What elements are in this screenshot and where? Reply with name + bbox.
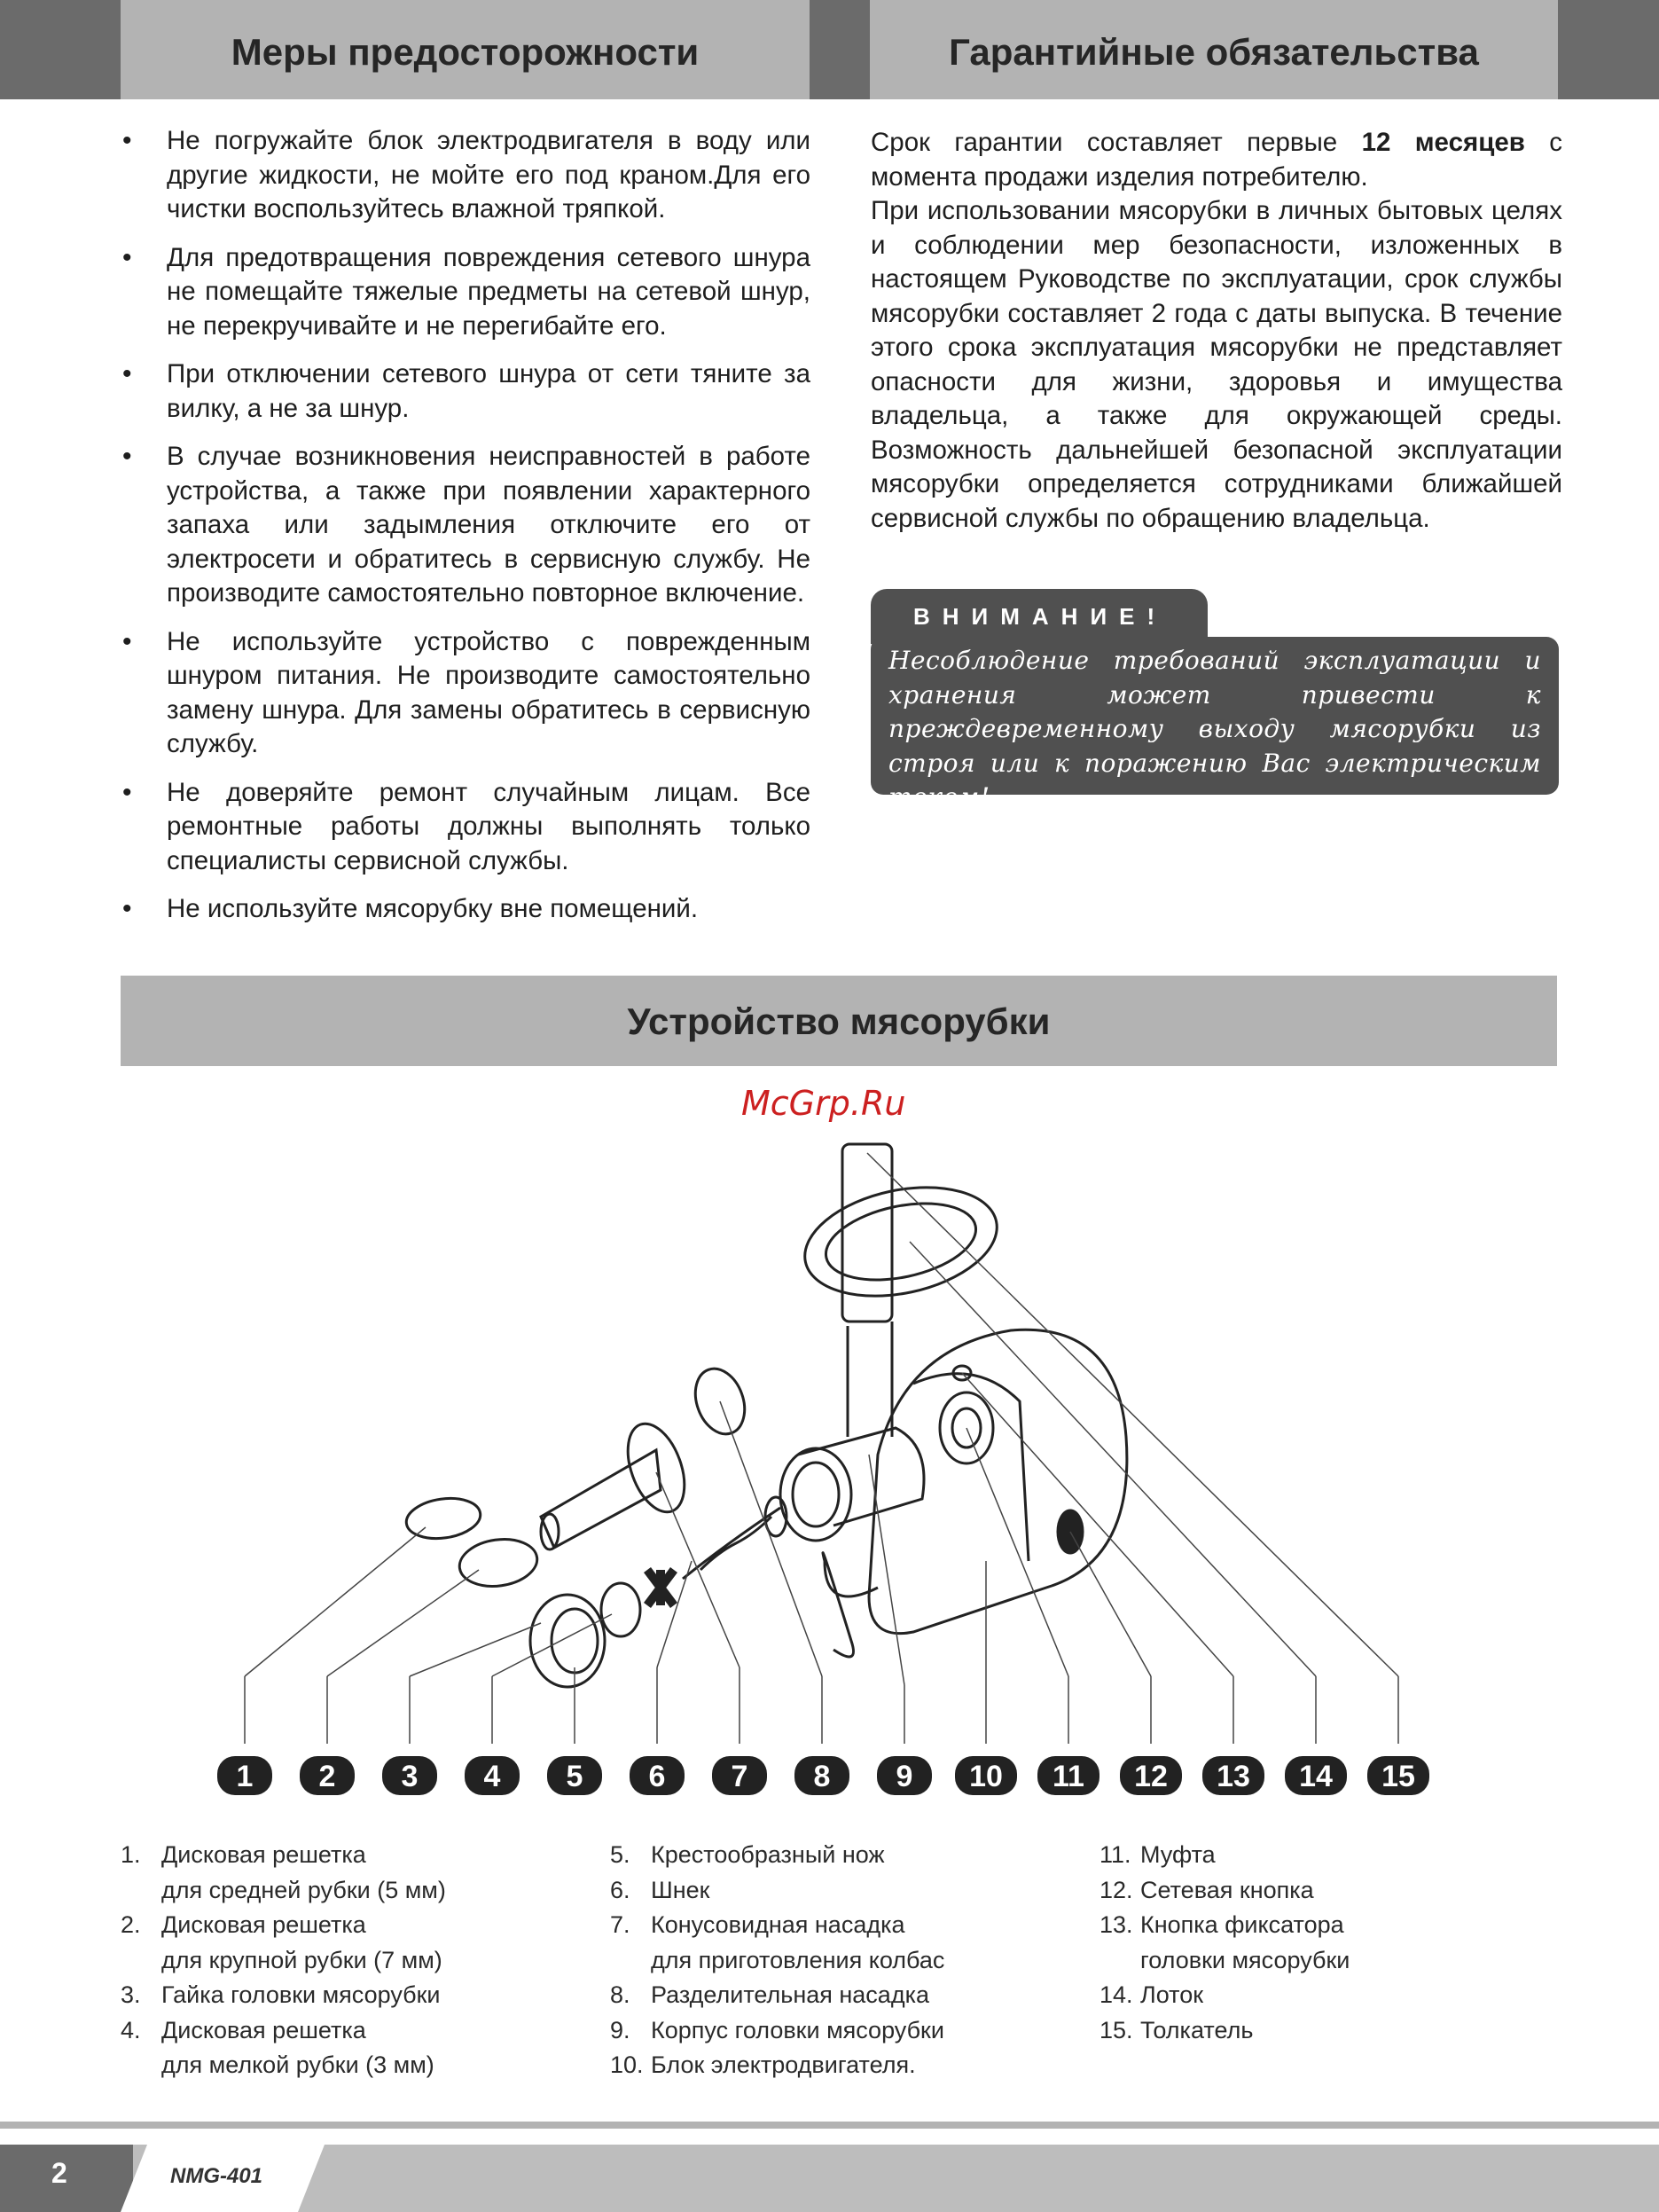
legend-item: 15. Толкатель bbox=[1099, 2016, 1254, 2043]
header-middle-dark-band bbox=[810, 0, 870, 99]
ring-nut-part bbox=[530, 1595, 605, 1687]
precautions-title: Меры предосторожности bbox=[231, 31, 700, 73]
legend-item: 14. Лоток bbox=[1099, 1981, 1204, 2008]
warranty-period: 12 месяцев bbox=[1361, 128, 1525, 157]
precaution-item: • Не используйте устройство с поврежденным шнуром питания. Не производите самостоятельно замену шнура. Для замены обратитесь в сервисную службу. bbox=[122, 625, 810, 762]
notice-text: Несоблюдение требований эксплуатации и хранения может привести к преждевременному выходу мясорубки из строя или к поражению Вас электрическим током! bbox=[888, 646, 1541, 812]
head-housing-part bbox=[848, 1322, 892, 1437]
callout-label-3: 3 bbox=[401, 1760, 419, 1793]
legend-column-3 bbox=[1099, 1838, 1543, 2048]
callout-label-10: 10 bbox=[969, 1760, 1003, 1793]
precaution-item: • Не погружайте блок электродвигателя в воду или другие жидкости, не мойте его под краном.Для его чистки воспользуйтесь влажной тряпкой. bbox=[122, 124, 810, 227]
legend-item: 7. Конусовидная насадка для приготовления колбас bbox=[610, 1911, 945, 1973]
precaution-item: • В случае возникновения неисправностей в работе устройства, а также при появлении характерного запаха или задымления отключите его от электросети и обратитесь в сервисную службу. Не производите самостоятельно повторное включение. bbox=[122, 440, 810, 611]
warranty-title: Гарантийные обязательства bbox=[949, 31, 1479, 73]
header-left-dark-band bbox=[0, 0, 121, 99]
legend-item: 13. Кнопка фиксатора головки мясорубки bbox=[1099, 1911, 1350, 1973]
legend-item: 1. Дисковая решетка для средней рубки (5 мм) bbox=[121, 1841, 446, 1903]
precaution-item: • При отключении сетевого шнура от сети тяните за вилку, а не за шнур. bbox=[122, 357, 810, 426]
legend-column-1 bbox=[121, 1838, 582, 2083]
plate-3mm-part bbox=[601, 1583, 640, 1636]
legend-item: 11. Муфта bbox=[1099, 1841, 1216, 1868]
tray-part bbox=[794, 1171, 1006, 1312]
callout-label-4: 4 bbox=[483, 1760, 501, 1793]
plate-7mm-part bbox=[457, 1534, 540, 1591]
footer-divider bbox=[0, 2122, 1659, 2129]
knife-part bbox=[647, 1570, 674, 1605]
legend-item: 4. Дисковая решетка для мелкой рубки (3 мм) bbox=[121, 2016, 434, 2078]
callout-label-2: 2 bbox=[318, 1760, 336, 1793]
legend-item: 9. Корпус головки мясорубки bbox=[610, 2016, 944, 2043]
header-right-dark-band bbox=[1558, 0, 1659, 99]
legend-item: 8. Разделительная насадка bbox=[610, 1981, 929, 2008]
legend-item: 6. Шнек bbox=[610, 1876, 710, 1903]
callout-label-7: 7 bbox=[731, 1760, 748, 1793]
precaution-item: • Для предотвращения повреждения сетевого шнура не помещайте тяжелые предметы на сетевой шнур, не перекручивайте и не перегибайте его. bbox=[122, 241, 810, 344]
model-name: NMG-401 bbox=[170, 2164, 263, 2188]
callout-label-14: 14 bbox=[1299, 1760, 1333, 1793]
callout-label-8: 8 bbox=[813, 1760, 831, 1793]
callout-label-11: 11 bbox=[1053, 1760, 1084, 1793]
legend-item: 2. Дисковая решетка для крупной рубки (7 мм) bbox=[121, 1911, 442, 1973]
motor-block-part bbox=[869, 1330, 1127, 1633]
callout-label-5: 5 bbox=[566, 1760, 583, 1793]
precaution-item: • Не доверяйте ремонт случайным лицам. Все ремонтные работы должны выполнять только специалисты сервисной службы. bbox=[122, 776, 810, 879]
legend-item: 12. Сетевая кнопка bbox=[1099, 1876, 1314, 1903]
page-number: 2 bbox=[51, 2157, 67, 2189]
watermark: McGrp.Ru bbox=[741, 1084, 906, 1123]
notice-title: ВНИМАНИЕ! bbox=[913, 603, 1168, 630]
legend-item: 3. Гайка головки мясорубки bbox=[121, 1981, 441, 2008]
warranty-intro: Срок гарантии составляет первые 12 месяцев с момента продажи изделия потребителю. bbox=[871, 128, 1562, 192]
precautions-list bbox=[122, 124, 810, 941]
precaution-item: • Не используйте мясорубку вне помещений. bbox=[122, 892, 810, 927]
callout-label-15: 15 bbox=[1381, 1760, 1415, 1793]
meat-grinder-diagram bbox=[0, 1082, 1659, 1827]
legend-item: 10. Блок электродвигателя. bbox=[610, 2051, 916, 2078]
callout-label-1: 1 bbox=[236, 1760, 254, 1793]
warranty-body: При использовании мясорубки в личных бытовых целях и соблюдении мер безопасности, изложенных в настоящем Руководстве по эксплуатации, срок службы мясорубки составляет 2 года с даты выпуска. В течение этого срока эксплуатация мясорубки не представляет опасности для жизни, здоровья и имущества владельца, а также для окружающей среды. Возможность дальнейшей безопасной эксплуатации мясорубки определяется сотрудниками ближайшей сервисной службы по обращению владельца. bbox=[871, 196, 1562, 533]
device-section-title: Устройство мясорубки bbox=[627, 1000, 1051, 1042]
callout-label-13: 13 bbox=[1217, 1760, 1250, 1793]
callout-label-6: 6 bbox=[648, 1760, 666, 1793]
warranty-text bbox=[871, 126, 1562, 536]
legend-item: 5. Крестообразный нож bbox=[610, 1841, 885, 1868]
legend-column-2 bbox=[610, 1838, 1071, 2083]
callout-label-9: 9 bbox=[896, 1760, 913, 1793]
callout-label-12: 12 bbox=[1134, 1760, 1168, 1793]
